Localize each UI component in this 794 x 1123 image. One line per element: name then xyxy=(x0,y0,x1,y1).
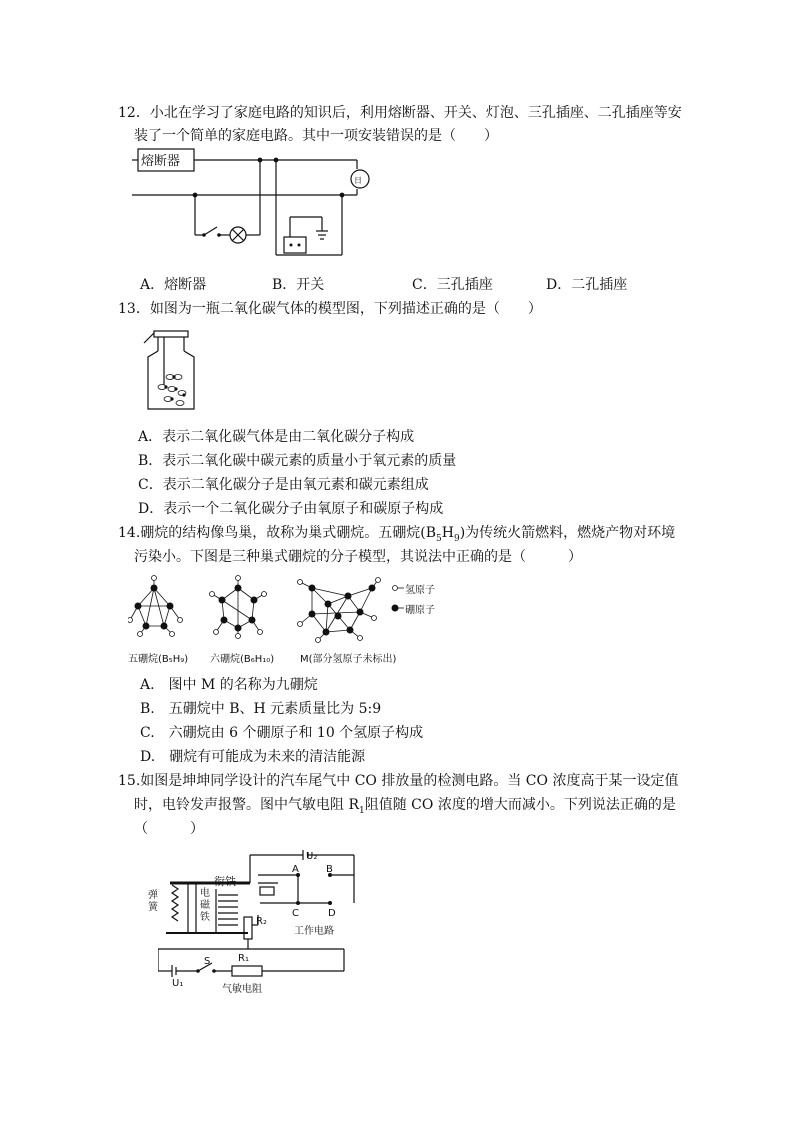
legend-boron: 硼原子 xyxy=(405,605,435,616)
label-electromagnet: 电磁铁 xyxy=(200,888,210,923)
label-armature: 衔铁 xyxy=(214,875,236,888)
label-gas-resistor: 气敏电阻 xyxy=(222,984,262,995)
q15-stem-part: 阻值随 CO 浓度的增大而减小。下列说法正确的是 xyxy=(364,797,676,813)
label-r2: R₂ xyxy=(256,916,267,927)
svg-text:日: 日 xyxy=(354,176,362,185)
q14-sub-5: 5 xyxy=(436,533,442,544)
q15-sub-1: 1 xyxy=(359,805,365,816)
legend-hydrogen: 氢原子 xyxy=(405,585,435,596)
q14-stem-line1 xyxy=(118,524,675,548)
label-work-circuit: 工作电路 xyxy=(294,926,334,937)
q12-stem-line2: 装了一个简单的家庭电路。其中一项安装错误的是（ ） xyxy=(134,128,498,144)
three-hole-socket-symbol xyxy=(284,237,306,253)
label-b: B xyxy=(326,864,333,875)
q12-stem-line1: 12．小北在学习了家庭电路的知识后，利用熔断器、开关、灯泡、三孔插座、二孔插座等安 xyxy=(118,105,682,121)
fuse-label: 熔断器 xyxy=(141,154,181,169)
co-detector-circuit xyxy=(158,845,388,995)
q13-stem: 13．如图为一瓶二氧化碳气体的模型图，下列描述正确的是（ ） xyxy=(118,301,542,317)
q14-stem-part: )为传统火箭燃料，燃烧产物对环境 xyxy=(459,525,676,541)
q15-stem-line3: （ ） xyxy=(134,821,204,837)
label-d: D xyxy=(328,908,336,919)
q12-option-d[interactable]: D．二孔插座 xyxy=(546,277,628,293)
q13-option-b[interactable]: B．表示二氧化碳中碳元素的质量小于氧元素的质量 xyxy=(138,453,457,469)
q12-option-a[interactable]: A．熔断器 xyxy=(140,277,207,293)
label-a: A xyxy=(292,864,299,875)
q14-stem-part: 14.硼烷的结构像鸟巢，故称为巢式硼烷。五硼烷(B xyxy=(118,525,437,541)
label-switch-s: S xyxy=(204,956,211,967)
q13-option-d[interactable]: D．表示一个二氧化碳分子由氧原子和碳原子构成 xyxy=(138,501,444,517)
q12-circuit-diagram xyxy=(132,145,392,260)
q15-stem-line2 xyxy=(134,796,676,820)
q12-option-c[interactable]: C．三孔插座 xyxy=(412,277,493,293)
q14-option-a[interactable]: A. 图中 M 的名称为九硼烷 xyxy=(140,677,318,693)
q15-stem-line1: 15.如图是坤坤同学设计的汽车尾气中 CO 排放量的检测电路。当 CO 浓度高于某一设定值 xyxy=(118,773,679,789)
label-u2: U₂ xyxy=(306,851,318,862)
q13-option-c[interactable]: C．表示二氧化碳分子是由氧元素和碳元素组成 xyxy=(138,477,429,493)
label-r1: R₁ xyxy=(238,953,249,964)
co2-bottle-model xyxy=(140,325,200,415)
caption-b6h10: 六硼烷(B₆H₁₀) xyxy=(210,654,275,665)
label-u1: U₁ xyxy=(172,978,184,989)
caption-b5h9: 五硼烷(B₅H₉) xyxy=(128,654,189,665)
q13-option-a[interactable]: A．表示二氧化碳气体是由二氧化碳分子构成 xyxy=(138,429,415,445)
q14-stem-part: H xyxy=(441,525,454,541)
q14-option-c[interactable]: C. 六硼烷由 6 个硼原子和 10 个氢原子构成 xyxy=(140,725,424,741)
borane-molecule-models xyxy=(128,574,428,654)
q14-stem-line2: 污染小。下图是三种巢式硼烷的分子模型，其说法中正确的是（ ） xyxy=(134,549,582,565)
q15-stem-part: 时，电铃发声报警。图中气敏电阻 R xyxy=(134,797,359,813)
caption-m: M(部分氢原子未标出) xyxy=(300,654,397,665)
label-spring: 弹簧 xyxy=(148,890,158,913)
q14-option-b[interactable]: B. 五硼烷中 B、H 元素质量比为 5:9 xyxy=(140,701,382,717)
label-c: C xyxy=(292,908,299,919)
q12-option-b[interactable]: B．开关 xyxy=(272,277,325,293)
q14-option-d[interactable]: D. 硼烷有可能成为未来的清洁能源 xyxy=(140,749,366,765)
q14-sub-9: 9 xyxy=(453,533,460,544)
